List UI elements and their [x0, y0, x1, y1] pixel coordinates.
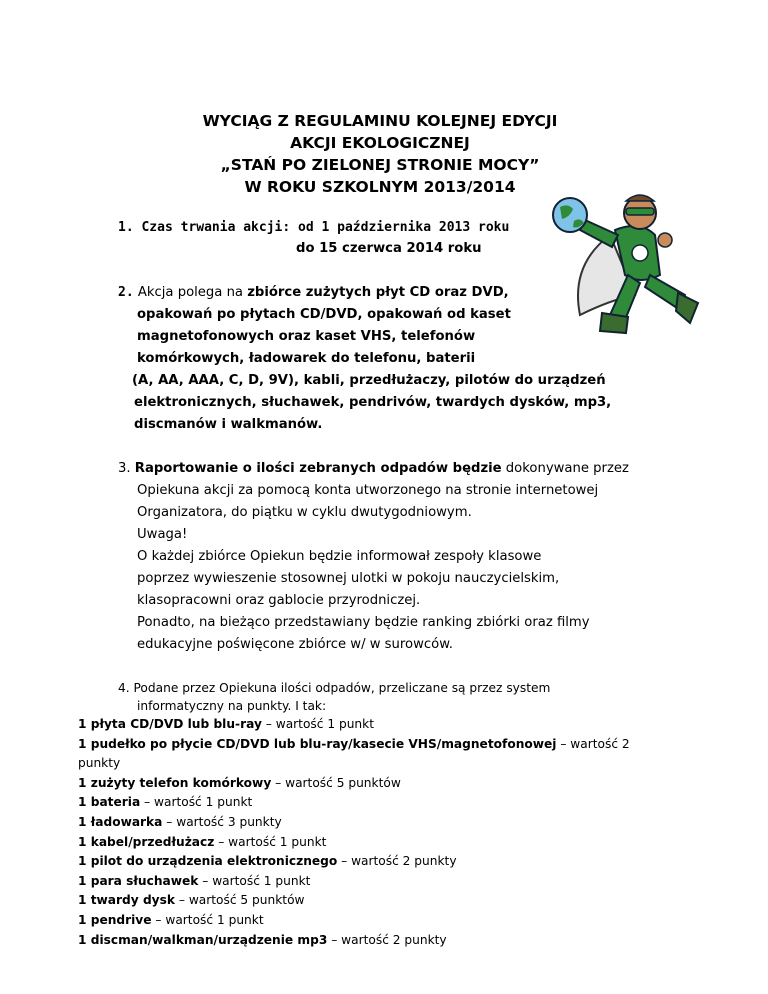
section-2-line: opakowań po płytach CD/DVD, opakowań od kaset	[137, 307, 511, 322]
section-3-line: klasopracowni oraz gablocie przyrodniczej.	[137, 593, 421, 608]
points-list-item	[78, 932, 447, 948]
section-1-line: do 15 czerwca 2014 roku	[296, 241, 482, 256]
section-2-intro: Akcja polega na	[137, 285, 248, 300]
section-number: 1.	[118, 220, 134, 235]
points-item-value: – wartość 1 punkt	[140, 795, 253, 810]
points-item-name: 1 zużyty telefon komórkowy	[78, 775, 272, 790]
points-item-value: – wartość 1 punkt	[261, 717, 374, 731]
points-list-item	[78, 912, 264, 928]
section-2-line: discmanów i walkmanów.	[134, 417, 323, 432]
section-4-line	[118, 680, 550, 696]
section-3-line: O każdej zbiórce Opiekun będzie informował zespoły klasowe	[137, 549, 542, 564]
eco-superhero-mascot-icon	[540, 175, 710, 345]
points-item-value: – wartość 1 punkt	[214, 834, 327, 849]
section-3-line: Organizatora, do piątku w cyklu dwutygodniowym.	[137, 505, 472, 520]
points-list-item	[78, 716, 374, 732]
points-item-value: punkty	[78, 756, 121, 771]
points-list-item	[78, 892, 305, 908]
section-4-text: Podane przez Opiekuna ilości odpadów, przeliczane są przez system	[133, 681, 551, 695]
section-3-line: Uwaga!	[137, 527, 188, 542]
points-item-name: 1 para słuchawek	[78, 873, 199, 888]
section-3-line: Ponadto, na bieżąco przedstawiany będzie ranking zbiórki oraz filmy	[137, 615, 590, 630]
title-line: W ROKU SZKOLNYM 2013/2014	[244, 178, 516, 196]
points-item-value: – wartość 2	[556, 736, 630, 751]
points-item-value: – wartość 3 punkty	[162, 815, 282, 829]
points-item-name: 1 ładowarka	[78, 815, 163, 829]
points-list-item	[78, 834, 326, 850]
points-item-value: – wartość 5 punktów	[271, 775, 401, 790]
section-4-line: informatyczny na punkty. I tak:	[137, 699, 327, 713]
section-3-bold: Raportowanie o ilości zebranych odpadów będzie	[134, 461, 502, 476]
points-item-name: 1 pendrive	[78, 913, 152, 927]
points-item-name: 1 płyta CD/DVD lub blu-ray	[78, 717, 262, 731]
section-number: 4.	[118, 681, 130, 695]
points-item-value: – wartość 1 punkt	[151, 913, 264, 927]
points-list-item	[78, 873, 310, 889]
points-list-item	[78, 775, 401, 791]
points-item-value: – wartość 1 punkt	[198, 873, 311, 888]
points-item-name: 1 twardy dysk	[78, 893, 175, 908]
section-2-line: (A, AA, AAA, C, D, 9V), kabli, przedłużaczy, pilotów do urządzeń	[132, 373, 606, 388]
points-list-item	[78, 755, 120, 771]
section-3-line: edukacyjne poświęcone zbiórce w/ w surowców.	[137, 637, 453, 652]
points-item-name: 1 pilot do urządzenia elektronicznego	[78, 854, 338, 869]
section-1-line	[118, 219, 509, 236]
title-line: AKCJI EKOLOGICZNEJ	[290, 134, 470, 152]
section-2-line: magnetofonowych oraz kaset VHS, telefonów	[137, 329, 476, 344]
points-list-item	[78, 794, 252, 810]
points-list-item	[78, 736, 630, 752]
points-item-name: 1 discman/walkman/urządzenie mp3	[78, 932, 328, 947]
points-item-name: 1 bateria	[78, 795, 141, 810]
section-3-rest: dokonywane przez	[501, 461, 629, 476]
section-3-line: poprzez wywieszenie stosownej ulotki w pokoju nauczycielskim,	[137, 571, 560, 586]
points-item-value: – wartość 2 punkty	[337, 854, 457, 869]
section-2-bold: zbiórce zużytych płyt CD oraz DVD,	[247, 285, 509, 300]
section-2-line: elektronicznych, słuchawek, pendrivów, twardych dysków, mp3,	[134, 395, 612, 410]
points-item-name: 1 pudełko po płycie CD/DVD lub blu-ray/kasecie VHS/magnetofonowej	[78, 736, 557, 751]
section-number: 2.	[118, 285, 134, 300]
section-1-text: Czas trwania akcji: od 1 października 2013 roku	[141, 220, 510, 235]
points-item-name: 1 kabel/przedłużacz	[78, 834, 215, 849]
section-3-line: Opiekuna akcji za pomocą konta utworzonego na stronie internetowej	[137, 483, 599, 498]
section-2-line: komórkowych, ładowarek do telefonu, baterii	[137, 351, 476, 366]
points-list-item	[78, 814, 282, 830]
title-line: WYCIĄG Z REGULAMINU KOLEJNEJ EDYCJI	[202, 112, 558, 130]
points-item-value: – wartość 2 punkty	[327, 932, 447, 947]
section-3-line	[118, 460, 629, 477]
section-number: 3.	[118, 461, 131, 476]
points-item-value: – wartość 5 punktów	[174, 893, 305, 908]
title-line: „STAŃ PO ZIELONEJ STRONIE MOCY”	[220, 156, 540, 174]
section-2-line	[118, 284, 509, 301]
points-list-item	[78, 853, 457, 869]
